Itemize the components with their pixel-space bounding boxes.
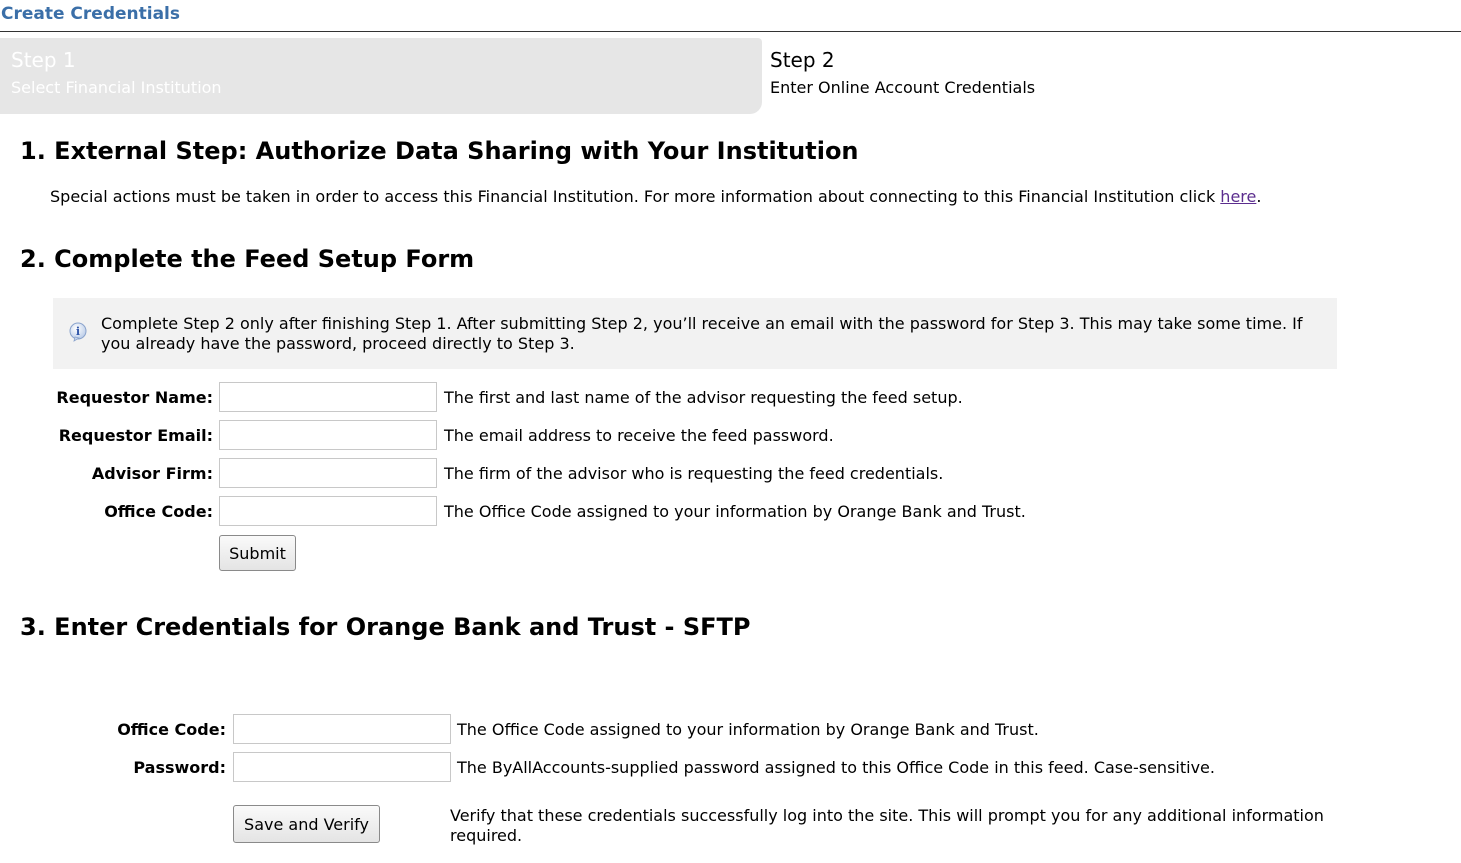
credentials-office-code-label: Office Code: [117,720,226,739]
step-2-tab [762,38,1461,114]
svg-text:i: i [75,325,81,338]
step-2-title: Step 2 [770,48,835,72]
credentials-office-code-description: The Office Code assigned to your information by Orange Bank and Trust. [457,720,1039,739]
requestor-email-description: The email address to receive the feed password. [444,426,834,445]
office-code-input[interactable] [219,496,437,526]
password-label: Password: [133,758,226,777]
office-code-label: Office Code: [104,502,213,521]
step-1-subtitle: Select Financial Institution [11,78,222,97]
requestor-email-input[interactable] [219,420,437,450]
section-1-heading: 1. External Step: Authorize Data Sharing with Your Institution [20,137,859,165]
save-and-verify-button[interactable]: Save and Verify [233,805,380,843]
step-1-tab[interactable] [0,38,762,114]
info-icon [69,322,89,342]
here-link[interactable]: here [1220,187,1257,206]
section-1-period: . [1256,187,1262,206]
step-1-title: Step 1 [11,48,76,72]
advisor-firm-input[interactable] [219,458,437,488]
step-2-subtitle: Enter Online Account Credentials [770,78,1036,97]
advisor-firm-description: The firm of the advisor who is requesting the feed credentials. [444,464,944,483]
section-2-heading: 2. Complete the Feed Setup Form [20,245,475,273]
office-code-description: The Office Code assigned to your information by Orange Bank and Trust. [444,502,1026,521]
section-3-heading: 3. Enter Credentials for Orange Bank and Trust - SFTP [20,613,751,641]
info-box [53,298,1337,369]
info-text: Complete Step 2 only after finishing Step 1. After submitting Step 2, you’ll receive an email with the password for Step 3. This may take some time. If you already have the password, proceed directly to Step 3. [101,314,1303,353]
requestor-email-label: Requestor Email: [58,426,213,445]
credentials-office-code-input[interactable] [233,714,451,744]
window-title-bar [0,0,1461,32]
section-1-body: Special actions must be taken in order to access this Financial Institution. For more information about connecting to this Financial Institution click [50,187,1221,206]
section-1-text [50,187,1261,206]
window-title: Create Credentials [1,4,180,24]
requestor-name-input[interactable] [219,382,437,412]
password-description: The ByAllAccounts-supplied password assigned to this Office Code in this feed. Case-sensitive. [457,758,1215,777]
requestor-name-description: The first and last name of the advisor requesting the feed setup. [444,388,963,407]
requestor-name-label: Requestor Name: [56,388,213,407]
save-and-verify-description: Verify that these credentials successfully log into the site. This will prompt you for any additional information required. [450,806,1324,845]
advisor-firm-label: Advisor Firm: [91,464,213,483]
password-input[interactable] [233,752,451,782]
submit-button[interactable]: Submit [219,535,296,571]
